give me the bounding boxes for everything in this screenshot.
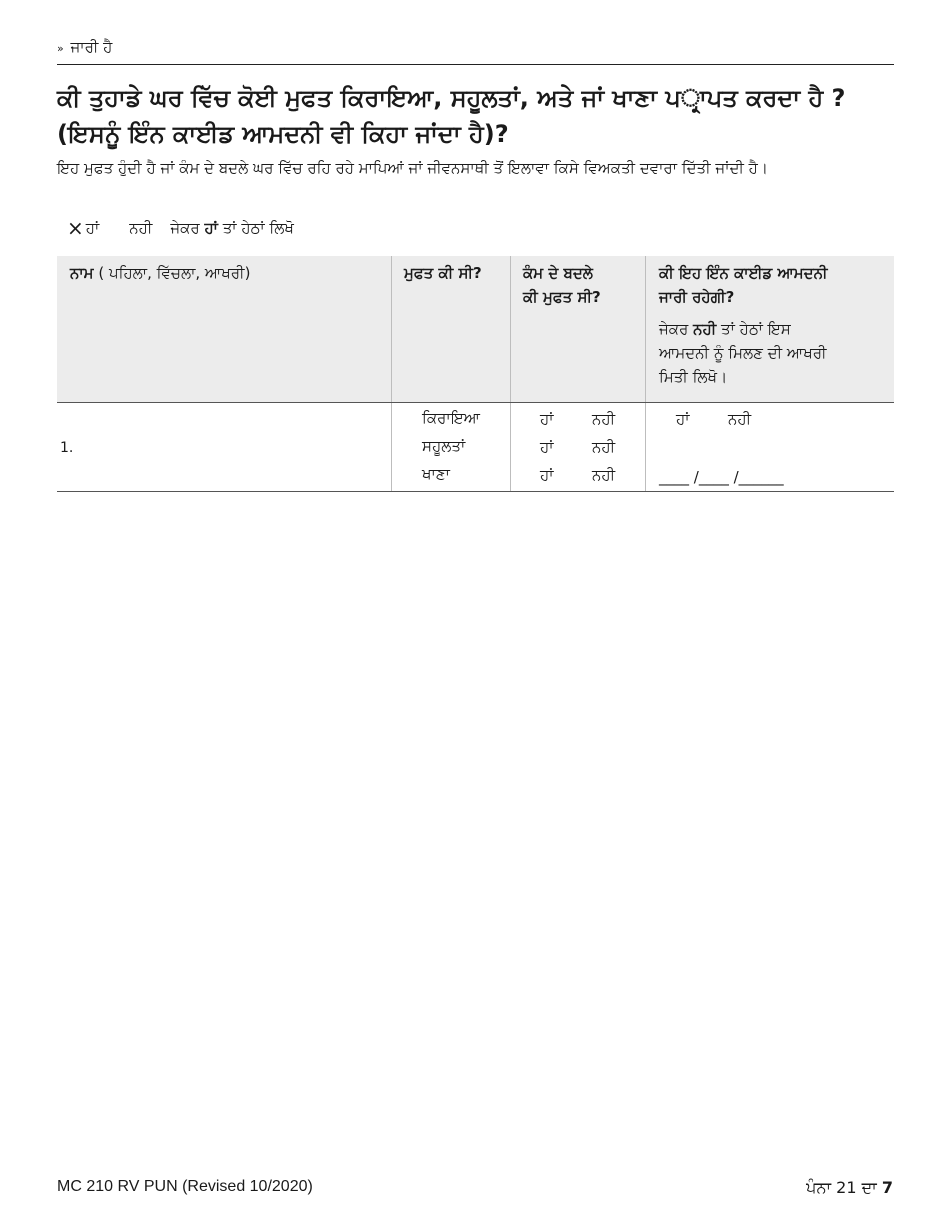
utilities-no-option[interactable]: ਨਹੀ: [592, 438, 616, 456]
item-utilities: ਸਹੂਲਤਾਂ: [422, 437, 466, 455]
column-header-free-what: ਮੁਫਤ ਕੀ ਸੀ?: [404, 264, 482, 282]
yes-option-label[interactable]: ਹਾਂ: [85, 219, 100, 237]
free-items-list: [422, 404, 480, 488]
row-number: 1.: [60, 440, 74, 456]
column-divider: [510, 256, 511, 492]
header-divider: [57, 64, 894, 65]
question-title: ਕੀ ਤੁਹਾਡੇ ਘਰ ਵਿੱਚ ਕੋਈ ਮੁਫਤ ਕਿਰਾਇਆ, ਸਹੂਲਤਾਂ, ਅਤੇ ਜਾਂ ਖਾਣਾ ਪਰ੍ਾਪਤ ਕਰਦਾ ਹੈ ? (ਇਸਨੂੰ ਇੰਨ ਕਾਈਡ ਆਮਦਨੀ ਵੀ ਕਿਹਾ ਜਾਂਦਾ ਹੈ)?: [57, 84, 846, 148]
checked-mark-icon[interactable]: ×: [67, 216, 84, 240]
question-description: ਇਹ ਮੁਫਤ ਹੁੰਦੀ ਹੈ ਜਾਂ ਕੰਮ ਦੇ ਬਦਲੇ ਘਰ ਵਿੱਚ ਰਹਿ ਰਹੇ ਮਾਪਿਆਂ ਜਾਂ ਜੀਵਨਸਾਥੀ ਤੋਂ ਇਲਾਵਾ ਕਿਸੇ ਵਿਅਕਤੀ ਦਵਾਰਾ ਦਿੱਤੀ ਜਾਂਦੀ ਹੈ।: [57, 159, 769, 177]
table-bottom-rule: [57, 491, 894, 492]
column-header-name: ਨਾਮ ( ਪਹਿਲਾ, ਵਿੱਚਲਾ, ਆਖਰੀ): [70, 264, 251, 282]
answer-options: [67, 218, 294, 238]
column-divider: [645, 256, 646, 492]
continue-no-option[interactable]: ਨਹੀ: [728, 410, 752, 428]
utilities-yes-option[interactable]: ਹਾਂ: [540, 438, 554, 456]
continued-label: ਜਾਰੀ ਹੈ: [70, 38, 113, 56]
last-date-field[interactable]: ____ /____ /______: [659, 468, 784, 486]
page-indicator: ਪੰਨਾ 21 ਦਾ 7: [806, 1178, 893, 1197]
continued-indicator: [57, 38, 112, 56]
instruction-rest: ਤਾਂ ਹੇਠਾਂ ਲਿਖੋ: [222, 219, 294, 237]
continue-yes-option[interactable]: ਹਾਂ: [676, 410, 690, 428]
table-header-divider: [57, 402, 894, 403]
column-divider: [391, 256, 392, 492]
column-header-continue: ਕੀ ਇਹ ਇੰਨ ਕਾਈਡ ਆਮਦਨੀ ਜਾਰੀ ਰਹੇਗੀ? ਜੇਕਰ ਨਹੀ ਤਾਂ ਹੇਠਾਂ ਇਸ ਆਮਦਨੀ ਨੂੰ ਮਿਲਣ ਦੀ ਆਖਰੀ ਮਿਤੀ ਲਿਖੋ।: [659, 264, 828, 386]
instruction-if: ਜੇਕਰ: [170, 219, 200, 237]
no-option-label[interactable]: ਨਹੀ: [129, 219, 153, 237]
form-id: MC 210 RV PUN (Revised 10/2020): [57, 1178, 313, 1195]
column-header-work-exchange: ਕੰਮ ਦੇ ਬਦਲੇ ਕੀ ਮੁਫਤ ਸੀ?: [523, 264, 601, 306]
item-food: ਖਾਣਾ: [422, 465, 450, 483]
rent-no-option[interactable]: ਨਹੀ: [592, 410, 616, 428]
instruction-if-yes: ਹਾਂ: [204, 219, 218, 237]
item-rent: ਕਿਰਾਇਆ: [422, 409, 481, 427]
food-no-option[interactable]: ਨਹੀ: [592, 466, 616, 484]
rent-yes-option[interactable]: ਹਾਂ: [540, 410, 554, 428]
food-yes-option[interactable]: ਹਾਂ: [540, 466, 554, 484]
continued-chevron-icon: »: [57, 42, 64, 55]
